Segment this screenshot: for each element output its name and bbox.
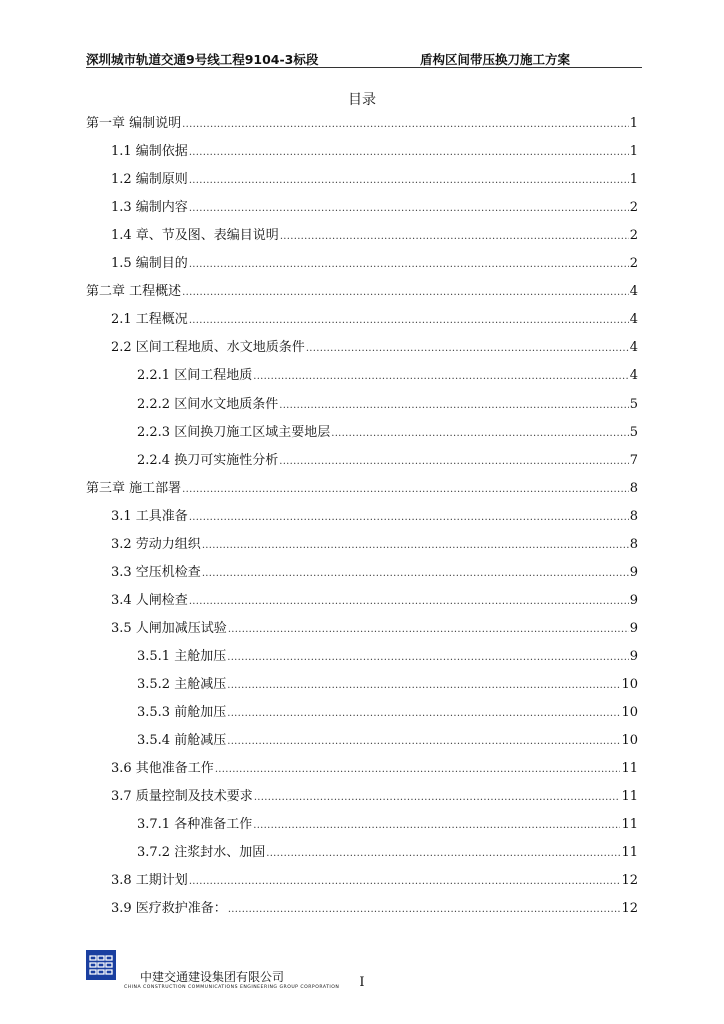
toc-entry[interactable] (111, 140, 638, 158)
toc-dot-leader (202, 568, 629, 579)
toc-dot-leader (266, 848, 620, 859)
toc-entry-page: 2 (629, 200, 638, 216)
toc-entry-label: 2.1 工程概况 (111, 312, 188, 328)
toc-entry-page: 8 (629, 480, 638, 496)
toc-dot-leader (227, 736, 620, 747)
toc-entry-page: 9 (629, 648, 638, 664)
toc-entry[interactable] (137, 729, 638, 747)
toc-entry-page: 1 (629, 116, 638, 131)
toc-dot-leader (254, 792, 621, 803)
toc-entry[interactable] (137, 393, 638, 411)
toc-dot-leader (227, 680, 620, 691)
toc-entry-label: 3.2 劳动力组织 (111, 536, 201, 552)
toc-entry-page: 5 (629, 396, 638, 412)
toc-entry-page: 4 (629, 312, 638, 328)
toc-entry-label: 3.1 工具准备 (111, 508, 188, 524)
toc-dot-leader (189, 175, 629, 186)
toc-title: 目录 (348, 92, 376, 108)
toc-dot-leader (227, 652, 629, 663)
toc-dot-leader (331, 428, 629, 439)
toc-entry-page: 10 (621, 733, 638, 749)
toc-entry-label: 3.8 工期计划 (111, 873, 188, 889)
toc-entry[interactable] (111, 533, 638, 551)
toc-dot-leader (306, 343, 629, 354)
toc-entry-page: 9 (629, 592, 638, 608)
toc-entry-label: 3.5.2 主舱减压 (137, 677, 227, 692)
toc-entry[interactable] (86, 280, 638, 298)
toc-dot-leader (189, 147, 629, 158)
header-document-title: 盾构区间带压换刀施工方案 (420, 52, 571, 67)
toc-dot-leader (189, 876, 621, 887)
toc-dot-leader (253, 371, 629, 382)
toc-entry-page: 10 (621, 705, 638, 721)
toc-entry-page: 4 (629, 368, 638, 384)
toc-entry-label: 3.4 人闸检查 (111, 592, 188, 608)
toc-entry[interactable] (111, 589, 638, 607)
toc-entry[interactable] (137, 449, 638, 467)
toc-dot-leader (189, 203, 629, 214)
toc-entry[interactable] (137, 645, 638, 663)
toc-entry[interactable] (111, 224, 638, 242)
toc-entry-label: 第三章 施工部署 (86, 480, 182, 496)
toc-dot-leader (182, 119, 629, 130)
toc-entry-label: 第二章 工程概述 (86, 284, 182, 300)
toc-entry-label: 2.2.3 区间换刀施工区域主要地层 (137, 424, 331, 440)
toc-entry-label: 1.3 编制内容 (111, 200, 188, 216)
toc-entry-label: 3.6 其他准备工作 (111, 761, 214, 777)
toc-dot-leader (182, 287, 629, 298)
toc-dot-leader (202, 540, 629, 551)
page-header (86, 50, 642, 68)
toc-entry-page: 10 (621, 677, 638, 692)
toc-entry-page: 4 (629, 340, 638, 356)
toc-dot-leader (182, 484, 629, 495)
toc-entry[interactable] (137, 421, 638, 439)
toc-entry-label: 3.5 人闸加减压试验 (111, 620, 227, 636)
toc-entry-label: 1.2 编制原则 (111, 172, 188, 188)
toc-dot-leader (189, 512, 629, 523)
toc-entry[interactable] (111, 308, 638, 326)
toc-entry-page: 1 (629, 172, 638, 188)
toc-entry-label: 2.2.1 区间工程地质 (137, 368, 253, 384)
toc-entry[interactable] (111, 869, 638, 887)
toc-entry[interactable] (111, 252, 638, 270)
toc-entry[interactable] (137, 673, 638, 691)
footer-company-name-en: CHINA CONSTRUCTION COMMUNICATIONS ENGINEERING GROUP CORPORATION (124, 985, 340, 990)
toc-entry[interactable] (111, 561, 638, 579)
toc-dot-leader (215, 764, 621, 775)
page-number: I (359, 975, 365, 990)
toc-entry-page: 9 (629, 620, 638, 636)
toc-entry-label: 3.7.1 各种准备工作 (137, 817, 253, 833)
header-project-title: 深圳城市轨道交通9号线工程9104-3标段 (86, 52, 319, 67)
toc-entry-page: 2 (629, 256, 638, 272)
toc-entry-page: 4 (629, 284, 638, 300)
toc-entry-label: 3.5.3 前舱加压 (137, 705, 227, 721)
toc-dot-leader (253, 820, 620, 831)
footer-company-name: 中建交通建设集团有限公司 (140, 970, 285, 984)
toc-entry-label: 1.1 编制依据 (111, 144, 188, 160)
toc-dot-leader (227, 708, 620, 719)
toc-entry-label: 3.7.2 注浆封水、加固 (137, 845, 266, 861)
toc-entry[interactable] (86, 112, 638, 130)
toc-entry-page: 12 (621, 873, 638, 889)
toc-dot-leader (279, 400, 629, 411)
toc-dot-leader (228, 624, 629, 635)
toc-entry-label: 3.3 空压机检查 (111, 564, 201, 580)
toc-dot-leader (189, 259, 629, 270)
toc-dot-leader (280, 231, 629, 242)
toc-entry-label: 1.5 编制目的 (111, 256, 188, 272)
toc-entry-label: 3.5.1 主舱加压 (137, 648, 227, 664)
toc-entry[interactable] (111, 196, 638, 214)
toc-entry-page: 1 (629, 144, 638, 160)
toc-entry[interactable] (111, 505, 638, 523)
toc-entry[interactable] (111, 617, 638, 635)
toc-entry[interactable] (137, 813, 638, 831)
toc-entry-page: 9 (629, 564, 638, 580)
toc-entry[interactable] (86, 477, 638, 495)
toc-entry[interactable] (111, 897, 638, 915)
toc-entry[interactable] (137, 364, 638, 382)
toc-entry[interactable] (111, 757, 638, 775)
toc-entry-page: 8 (629, 536, 638, 552)
toc-entry-page: 11 (621, 845, 638, 861)
toc-entry-label: 2.2 区间工程地质、水文地质条件 (111, 340, 305, 356)
toc-dot-leader (189, 315, 629, 326)
toc-entry[interactable] (111, 336, 638, 354)
toc-entry-label: 1.4 章、节及图、表编目说明 (111, 228, 279, 244)
toc-entry[interactable] (111, 168, 638, 186)
toc-entry[interactable] (111, 785, 638, 803)
toc-entry-label: 3.9 医疗救护准备： (111, 901, 227, 917)
toc-entry-label: 3.5.4 前舱减压 (137, 733, 227, 749)
toc-entry-page: 11 (621, 789, 638, 805)
toc-entry-page: 11 (621, 761, 638, 777)
toc-entry-label: 2.2.4 换刀可实施性分析 (137, 452, 279, 468)
toc-entry-page: 11 (621, 817, 638, 833)
toc-entry-page: 8 (629, 508, 638, 524)
toc-entry-label: 3.7 质量控制及技术要求 (111, 789, 253, 805)
toc-entry-page: 7 (629, 452, 638, 468)
toc-dot-leader (279, 456, 629, 467)
toc-entry[interactable] (137, 701, 638, 719)
toc-entry-label: 2.2.2 区间水文地质条件 (137, 396, 279, 412)
toc-entry-page: 2 (629, 228, 638, 244)
toc-entry-page: 12 (621, 901, 638, 917)
toc-entry-label: 第一章 编制说明 (86, 116, 182, 131)
toc-dot-leader (228, 904, 621, 915)
toc-dot-leader (189, 596, 629, 607)
toc-entry-page: 5 (629, 424, 638, 440)
toc-entry[interactable] (137, 841, 638, 859)
